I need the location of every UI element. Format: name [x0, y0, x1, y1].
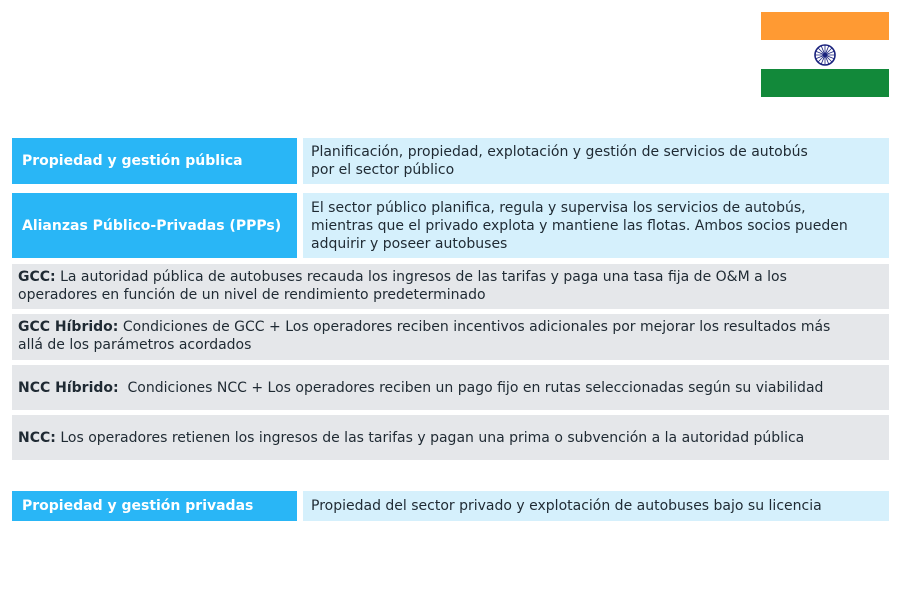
gcc-term: GCC:: [18, 269, 56, 285]
ppp-desc-line2: mientras que el privado explota y mantiene las flotas. Ambos socios pueden: [311, 218, 848, 234]
public-ownership-description: [303, 138, 889, 184]
ncc-text: Los operadores retienen los ingresos de las tarifas y pagan una prima o subvención a la autoridad pública: [55, 429, 805, 446]
flag-green-band: [761, 69, 889, 97]
ppp-desc-line3: adquirir y poseer autobuses: [311, 236, 508, 252]
ncc-hybrid-line: [18, 379, 823, 397]
ppp-description: [303, 193, 889, 258]
gcc-hybrid-text-line1: Condiciones de GCC + Los operadores reciben incentivos adicionales por mejorar los resultados más: [118, 319, 831, 335]
private-ownership-row: [12, 491, 889, 521]
gcc-hybrid-term: GCC Híbrido:: [18, 319, 119, 335]
public-ownership-row: [12, 138, 889, 184]
ncc-hybrid-term: NCC Híbrido:: [18, 379, 119, 396]
gcc-hybrid-row: [12, 314, 889, 360]
ppp-label: Alianzas Público-Privadas (PPPs): [12, 193, 297, 258]
public-desc-line2: por el sector público: [311, 162, 455, 178]
private-ownership-label: Propiedad y gestión privadas: [12, 491, 297, 521]
ppp-row: [12, 193, 889, 258]
ncc-hybrid-row: [12, 365, 889, 410]
public-desc-line1: Planificación, propiedad, explotación y gestión de servicios de autobús: [311, 144, 808, 160]
gcc-hybrid-text-line2: allá de los parámetros acordados: [18, 337, 252, 353]
ppp-desc-line1: El sector público planifica, regula y supervisa los servicios de autobús,: [311, 200, 806, 216]
gcc-line1: [18, 268, 881, 286]
gcc-row: [12, 264, 889, 309]
flag-saffron-band: [761, 12, 889, 40]
ncc-term: NCC:: [18, 429, 56, 446]
private-desc-text: Propiedad del sector privado y explotación de autobuses bajo su licencia: [311, 498, 822, 514]
gcc-text-line2: operadores en función de un nivel de rendimiento predeterminado: [18, 287, 486, 303]
ashoka-chakra-icon: [813, 43, 837, 67]
public-ownership-label: Propiedad y gestión pública: [12, 138, 297, 184]
ncc-line: [18, 429, 804, 447]
private-ownership-description: [303, 491, 889, 521]
gcc-text-line1: La autoridad pública de autobuses recauda los ingresos de las tarifas y paga una tasa fija de O&M a los: [55, 269, 787, 285]
india-flag: [761, 12, 889, 97]
gcc-hybrid-line1: [18, 318, 881, 336]
ncc-row: [12, 415, 889, 460]
ncc-hybrid-text: Condiciones NCC + Los operadores reciben un pago fijo en rutas seleccionadas según su viabilidad: [118, 379, 824, 396]
